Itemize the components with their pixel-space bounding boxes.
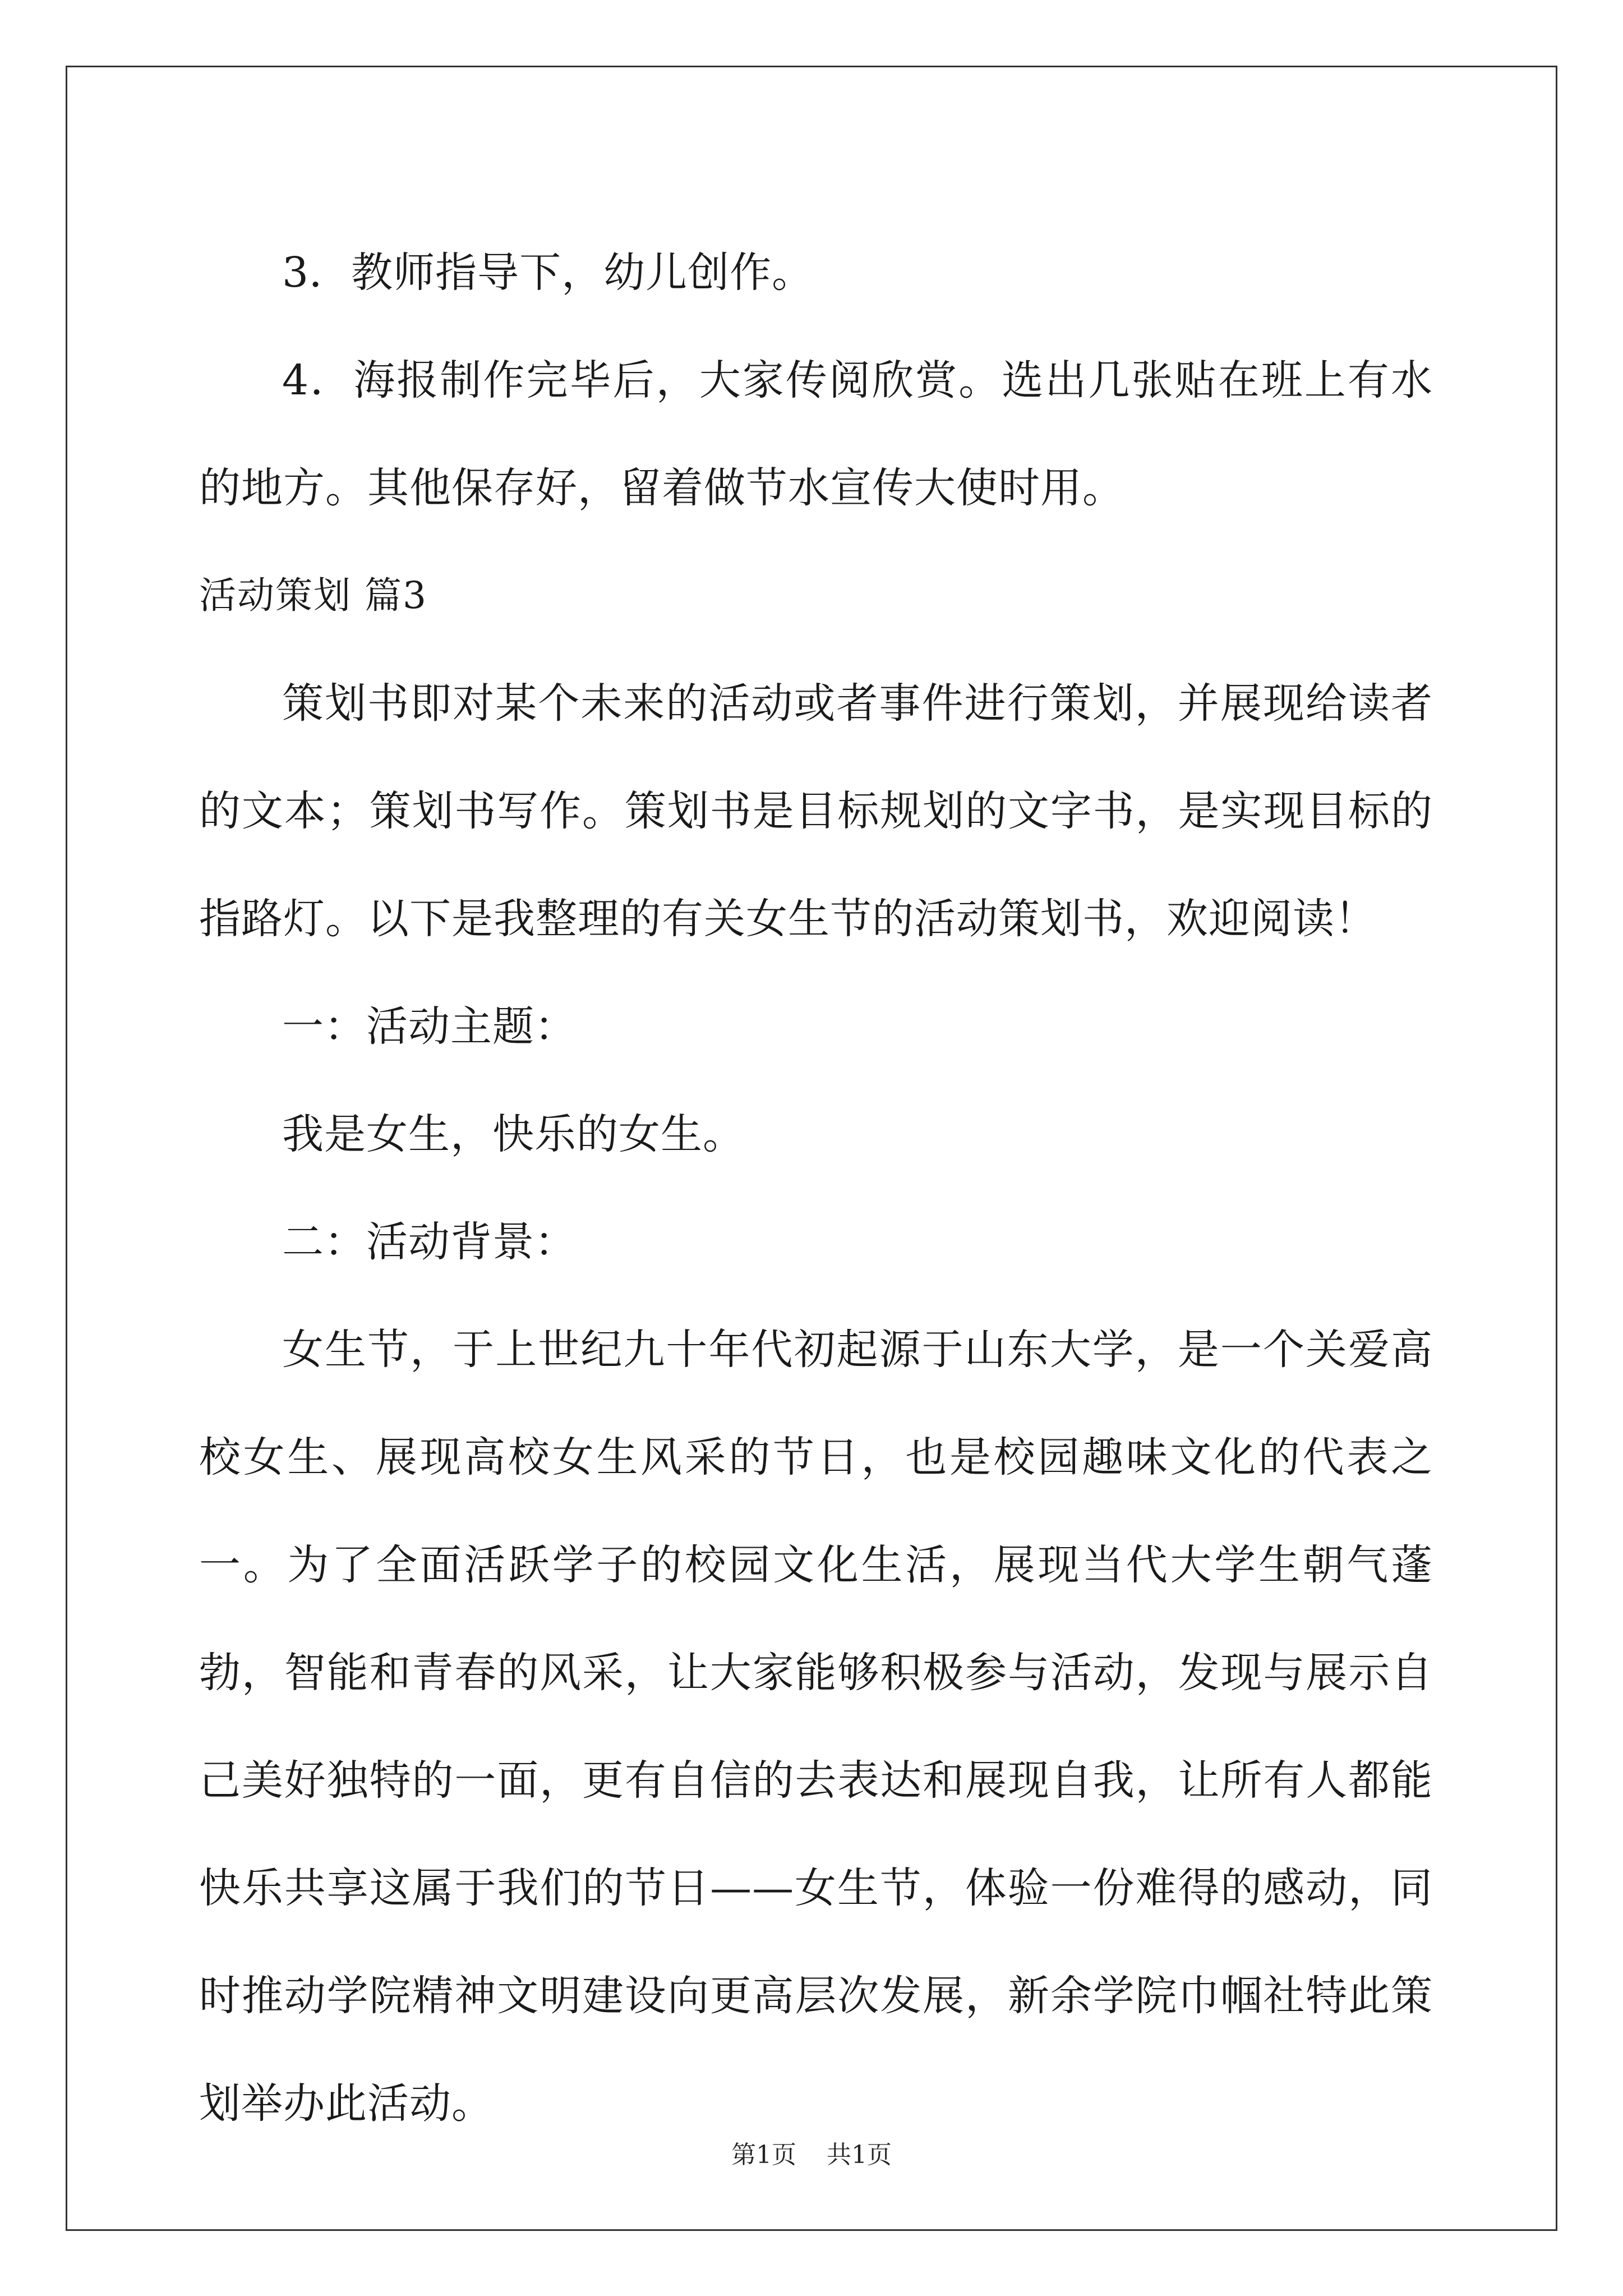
paragraph-background-content: 女生节，于上世纪九十年代初起源于山东大学，是一个关爱高校女生、展现高校女生风采的节日，也是校园趣味文化的代表之一。为了全面活跃学子的校园文化生活，展现当代大学生朝气蓬勃，智能和青春的风采，让大家能够积极参与活动，发现与展示自己美好独特的一面，更有自信的去表达和展现自我，让所有人都能快乐共享这属于我们的节日——女生节，体验一份难得的感动，同时推动学院精神文明建设向更高层次发展，新余学院巾帼社特此策划举办此活动。 <box>199 1326 1433 2128</box>
page-footer <box>0 2138 1623 2172</box>
document-body <box>199 219 1433 2157</box>
paragraph-step-4: 4．海报制作完毕后，大家传阅欣赏。选出几张贴在班上有水的地方。其他保存好，留着做节水宣传大使时用。 <box>199 356 1433 512</box>
section-heading: 活动策划 篇3 <box>199 574 427 617</box>
page-total: 共1页 <box>827 2141 892 2169</box>
page-number: 第1页 <box>731 2141 796 2169</box>
paragraph-theme-label: 一：活动主题： <box>282 1002 577 1051</box>
paragraph-theme-content: 我是女生，快乐的女生。 <box>282 1110 745 1158</box>
paragraph-intro: 策划书即对某个未来的活动或者事件进行策划，并展现给读者的文本；策划书写作。策划书是目标规划的文字书，是实现目标的指路灯。以下是我整理的有关女生节的活动策划书，欢迎阅读！ <box>199 679 1433 943</box>
paragraph-step-3: 3．教师指导下，幼儿创作。 <box>282 249 814 297</box>
paragraph-background-label: 二：活动背景： <box>282 1218 577 1266</box>
